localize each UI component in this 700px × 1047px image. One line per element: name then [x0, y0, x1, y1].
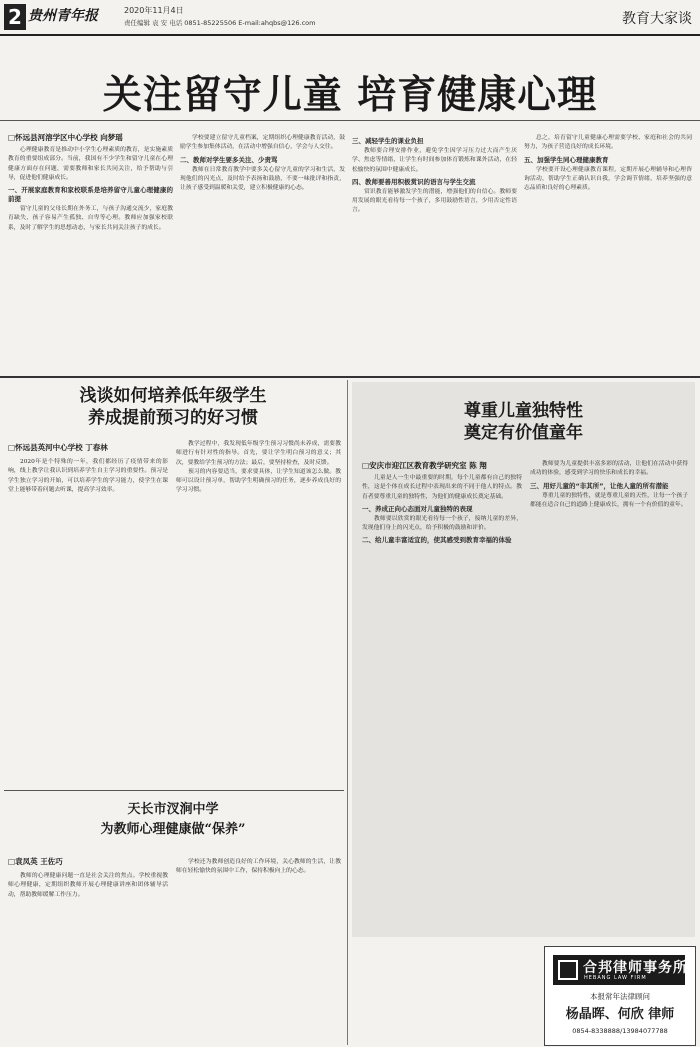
paragraph: 赏识教育能够激发学生的潜能，增强他们的自信心。教师要用发展的眼光看待每一个孩子，多用鼓励性语言，少用否定性语言。 [352, 188, 517, 214]
article-2-byline: □怀远县英河中心学校 丁春林 [8, 443, 108, 452]
paragraph: 学校要开设心理健康教育课程，定期开展心理辅导和心理咨询活动，帮助学生正确认识自我，学会调节情绪，培养坚强的意志品质和良好的心理素质。 [524, 166, 692, 192]
paragraph: 2020年是个特殊的一年，我们都经历了疫情带来的影响，线上教学让我认识到培养学生自主学习的重要性。预习是学生独立学习的开始，可以培养学生的学习能力，使学生在课堂上能够带着问题去听课，提高学习效率。 [8, 459, 168, 493]
main-article-title: 关注留守儿童 培育健康心理 [102, 72, 598, 118]
main-article-col-2 [180, 134, 345, 371]
paragraph: 心理健康教育是推动中小学生心理素质的教育，是实施素质教育的重要组成部分。当前，我国有不少学生和留守儿童在心理健康方面存在问题，需要教师和家长共同关注，给予帮助与引导，促进他们健康成长。 [8, 147, 173, 181]
paragraph: 预习的内容要适当，要求要具体，让学生知道该怎么做。教师可以设计预习单，帮助学生明确预习的任务，逐步养成良好的学习习惯。 [176, 468, 341, 494]
subheading: 一、开展家庭教育和家校联系是培养留守儿童心理健康的前提 [8, 186, 173, 204]
section-title: 教育大家谈 [622, 11, 692, 27]
ad-lawyers: 杨晶晖、何欣 律师 [565, 1007, 675, 1022]
subheading: 三、减轻学生的课业负担 [352, 137, 424, 145]
article-4-title-line-1: 尊重儿童独特性 [464, 401, 583, 421]
section-divider [0, 376, 700, 378]
subheading: 二、给儿童丰富适宜的，使其感受到教育幸福的体验 [362, 536, 512, 545]
article-4-byline: □安庆市迎江区教育教学研究室 陈 翔 [362, 461, 487, 470]
article-4-title-line-2: 奠定有价值童年 [464, 423, 583, 443]
subheading: 四、教师要善用积极赏识的语言与学生交流 [352, 177, 476, 186]
paragraph: 教师在日常教育教学中要多关心留守儿童的学习和生活，发现他们的闪光点，及时给予表扬和鼓励，不要一味批评和指责，让孩子感受到温暖和关爱，建立积极健康的心态。 [180, 166, 345, 192]
article-3-col-2 [176, 858, 341, 1042]
subheading: 三、用好儿童的“非其所”，让他人童的所有潜能 [530, 481, 669, 490]
paragraph: 学校要建立留守儿童档案，定期组织心理健康教育活动，鼓励学生参加集体活动，在活动中增强自信心，学会与人交往。 [180, 135, 345, 151]
article-2-col-1 [8, 458, 168, 783]
ad-banner [553, 955, 688, 985]
article-2-col-2 [176, 440, 341, 783]
paragraph: 教师要为儿童提供丰富多彩的活动，让他们在活动中获得成功的体验，感受到学习的快乐和成长的幸福。 [530, 461, 688, 477]
article-4-col-2 [530, 460, 688, 934]
subheading: 一、养成正向心态面对儿童独特的表现 [362, 504, 473, 513]
article-2-title-line-1: 浅谈如何培养低年级学生 [79, 386, 267, 406]
main-article-col-1 [8, 146, 173, 371]
title-rule [0, 120, 700, 121]
column-rule [347, 380, 348, 1045]
article-3-col-1 [8, 872, 168, 1042]
main-article-col-3 [352, 134, 517, 371]
page-number: 2 [4, 4, 26, 30]
date-line: 2020年11月4日 [124, 6, 184, 15]
law-firm-ad [544, 946, 696, 1046]
header-rule [0, 34, 700, 36]
paragraph: 儿童是人一生中最重要的时期，每个儿童都有自己的独特性，这是个体在成长过程中表现出来的不同于他人的特点。教育者要尊重儿童的独特性，为他们的健康成长奠定基础。 [362, 475, 522, 500]
paragraph: 教学过程中，我发现低年级学生预习习惯尚未养成，需要教师进行有针对性的指导。首先，要让学生明白预习的意义；其次，要教给学生预习的方法；最后，要坚持检查，及时反馈。 [176, 441, 341, 466]
law-firm-logo-icon [558, 960, 578, 980]
paragraph: 学校还为教师创造良好的工作环境，关心教师的生活，让教师在轻松愉快的氛围中工作，保持积极向上的心态。 [176, 859, 341, 875]
article-3-byline: □袁凤英 王佐巧 [8, 857, 63, 866]
article-4-col-1 [362, 474, 522, 934]
article-divider [4, 790, 344, 791]
main-article-byline: □怀远县河溶学区中心学校 向梦瑶 [8, 133, 123, 142]
article-2-title [8, 385, 338, 429]
paragraph: 教师要以欣赏的眼光看待每一个孩子，接纳儿童的差异，发现他们身上的闪光点，给予积极的鼓励和评价。 [362, 515, 522, 532]
subheading: 二、教师对学生要多关注、少责骂 [180, 155, 278, 164]
paragraph: 教师要合理安排作业，避免学生因学习压力过大而产生厌学、焦虑等情绪，让学生有时间参加体育锻炼和课外活动，在轻松愉快的氛围中健康成长。 [352, 148, 517, 173]
paragraph: 教师的心理健康问题一直是社会关注的焦点。学校重视教师心理健康，定期组织教师开展心理健康讲座和团体辅导活动，帮助教师缓解工作压力。 [8, 873, 168, 898]
ad-phone: 0854-8338888/13984077788 [572, 1027, 668, 1035]
page-header [0, 0, 700, 38]
subheading: 五、加强学生同心理健康教育 [524, 155, 609, 164]
article-3-title-line-2: 为教师心理健康做“保养” [100, 822, 246, 837]
ad-firm-name: 合邦律师事务所 [583, 960, 688, 976]
article-3-title-line-1: 天长市汊涧中学 [127, 802, 219, 817]
main-article-col-4 [524, 134, 692, 371]
article-4-title [352, 400, 695, 444]
paper-name: 贵州青年报 [28, 8, 98, 24]
paragraph: 总之，培育留守儿童健康心理需要学校、家庭和社会的共同努力，为孩子营造良好的成长环境。 [524, 135, 692, 151]
paragraph: 留守儿童的父母长期在外务工，与孩子沟通交流少，家庭教育缺失，孩子容易产生孤独、自卑等心理。教师应加强家校联系，及时了解学生的思想动态，与家长共同关注孩子的成长。 [8, 206, 173, 231]
paragraph: 尊重儿童的独特性，就是尊重儿童的天性，让每一个孩子都能在适合自己的道路上健康成长，拥有一个有价值的童年。 [530, 492, 688, 508]
ad-firm-name-en: HEBANG LAW FIRM [584, 975, 647, 981]
ad-subtitle: 本报常年法律顾问 [590, 992, 650, 1001]
article-2-title-line-2: 养成提前预习的好习惯 [88, 408, 258, 428]
contact-line: 责任编辑 袁 安 电话 0851-85225506 E-mail:ahqbs@126.com [124, 19, 316, 27]
article-3-title [8, 800, 338, 840]
